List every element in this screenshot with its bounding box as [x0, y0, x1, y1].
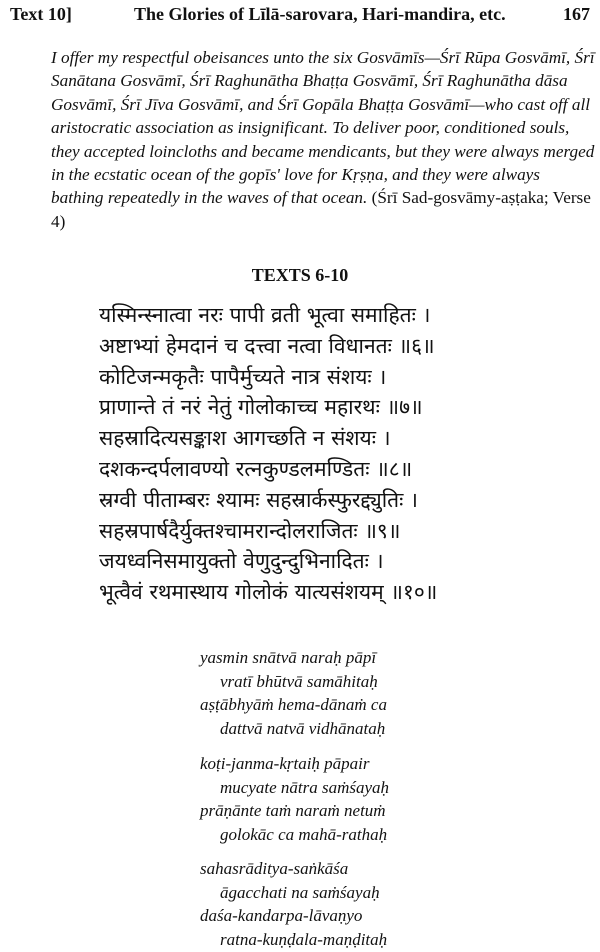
texts-heading: TEXTS 6-10: [251, 265, 349, 285]
transliteration-line: yasmin snātvā naraḥ pāpī: [200, 648, 377, 667]
sanskrit-line: जयध्वनिसमायुक्तो वेणुदुन्दुभिनादितः ।: [99, 549, 384, 574]
transliteration-line: daśa-kandarpa-lāvaṇyo: [200, 906, 363, 926]
transliteration-line: vratī bhūtvā samāhitaḥ: [220, 671, 378, 691]
sanskrit-line: यस्मिन्स्नात्वा नरः पापी व्रती भूत्वा समाहितः ।: [99, 303, 431, 327]
page-number: 167: [563, 4, 590, 24]
sanskrit-line: कोटिजन्मकृतैः पापैर्मुच्यते नात्र संशयः ।: [99, 364, 387, 389]
transliteration-line: āgacchati na saṁśayaḥ: [220, 882, 380, 902]
transliteration-stanza: [200, 857, 580, 952]
transliteration-line: mucyate nātra saṁśayaḥ: [220, 777, 390, 797]
transliteration-line: aṣṭābhyāṁ hema-dānaṁ ca: [200, 695, 387, 715]
sanskrit-line: अष्टाभ्यां हेमदानं च दत्त्वा नत्वा विधानतः ॥६॥: [99, 333, 435, 358]
transliteration-stanza: [200, 752, 580, 847]
sanskrit-verses: [99, 300, 599, 608]
sanskrit-line: प्राणान्ते तं नरं नेतुं गोलोकाच्च महारथः ॥७॥: [99, 395, 423, 420]
transliteration-line: dattvā natvā vidhānataḥ: [220, 719, 386, 739]
sanskrit-line: भूत्वैवं रथमास्थाय गोलोकं यात्यसंशयम् ॥१०॥: [99, 580, 438, 605]
sanskrit-line: स्रग्वी पीताम्बरः श्यामः सहस्रार्कस्फुरद्द्युतिः ।: [99, 487, 418, 512]
transliteration-line: koṭi-janma-kṛtaiḥ pāpair: [200, 754, 370, 773]
running-head: [10, 4, 590, 28]
sanskrit-line: दशकन्दर्पलावण्यो रत्नकुण्डलमण्डितः ॥८॥: [99, 456, 413, 481]
sanskrit-line: सहस्रपार्षदैर्युक्तश्चामरान्दोलराजितः ॥९॥: [99, 518, 401, 543]
chapter-title: The Glories of Līlā-sarovara, Hari-mandira, etc.: [134, 4, 506, 24]
transliteration-line: golokāc ca mahā-rathaḥ: [220, 825, 388, 845]
quote-text: I offer my respectful obeisances unto the six Gosvāmīs—Śrī Rūpa Gosvāmī, Śrī Sanātana Gosvāmī, Śrī Raghunātha Bhaṭṭa Gosvāmī, Śrī Raghunātha dāsa Gosvāmī, Śrī Jīva Gosvāmī, and Śrī Gopāla Bhaṭṭa Gosvāmī—who cast off all aristocratic association as insignificant. To deliver poor, conditioned souls, they accepted loincloths and became mendicants, but they were always merged in the ecstatic ocean of the gopīs' love for Kṛṣṇa, and they were always bathing repeatedly in the waves of that ocean.: [51, 48, 595, 208]
section-label: Text 10]: [10, 4, 72, 24]
transliteration-line: ratna-kuṇḍala-maṇḍitaḥ: [220, 930, 388, 950]
purport-quote: [51, 46, 596, 233]
sanskrit-line: सहस्रादित्यसङ्काश आगच्छति न संशयः ।: [99, 426, 391, 451]
transliteration-line: prāṇānte taṁ naraṁ netuṁ: [200, 801, 386, 821]
transliteration-stanza: [200, 646, 580, 741]
quote-citation: (Śrī Sad-gosvāmy-aṣṭaka; Verse 4): [51, 188, 591, 231]
transliteration-line: sahasrāditya-saṅkāśa: [200, 859, 349, 878]
